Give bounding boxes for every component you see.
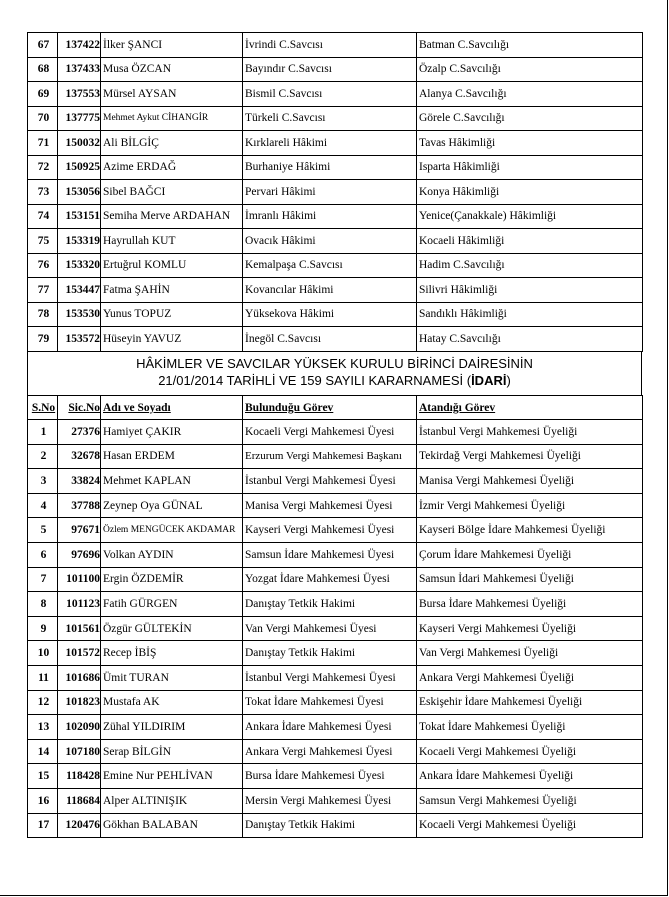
- row-assigned-post: Kocaeli Hâkimliği: [417, 229, 643, 254]
- row-sno: 67: [28, 33, 58, 58]
- row-sno: 77: [28, 278, 58, 303]
- row-current-post: Kovancılar Hâkimi: [243, 278, 417, 303]
- row-sicno: 33824: [58, 469, 101, 494]
- row-assigned-post: Sandıklı Hâkimliği: [417, 302, 643, 327]
- row-current-post: Danıştay Tetkik Hakimi: [243, 592, 417, 617]
- row-name: Ergin ÖZDEMİR: [101, 567, 243, 592]
- header-assigned-post: Atandığı Görev: [417, 396, 643, 420]
- row-current-post: Ankara İdare Mahkemesi Üyesi: [243, 715, 417, 740]
- row-current-post: Kocaeli Vergi Mahkemesi Üyesi: [243, 420, 417, 445]
- row-assigned-post: İstanbul Vergi Mahkemesi Üyeliği: [417, 420, 643, 445]
- row-sicno: 137433: [58, 57, 101, 82]
- assignment-table-administrative: [27, 395, 643, 838]
- row-sno: 9: [28, 616, 58, 641]
- row-sno: 71: [28, 131, 58, 156]
- row-assigned-post: Ankara İdare Mahkemesi Üyeliği: [417, 764, 643, 789]
- row-name: Zeynep Oya GÜNAL: [101, 493, 243, 518]
- row-sicno: 137422: [58, 33, 101, 58]
- row-sno: 4: [28, 493, 58, 518]
- row-sicno: 150032: [58, 131, 101, 156]
- row-sno: 68: [28, 57, 58, 82]
- row-assigned-post: Manisa Vergi Mahkemesi Üyeliği: [417, 469, 643, 494]
- row-sno: 69: [28, 82, 58, 107]
- decree-heading: [27, 351, 642, 395]
- row-sno: 14: [28, 739, 58, 764]
- row-sicno: 101572: [58, 641, 101, 666]
- row-sicno: 153572: [58, 327, 101, 352]
- row-current-post: Danıştay Tetkik Hakimi: [243, 813, 417, 838]
- row-sicno: 153151: [58, 204, 101, 229]
- table-row: [28, 33, 643, 58]
- row-sno: 70: [28, 106, 58, 131]
- row-sno: 75: [28, 229, 58, 254]
- table-row: [28, 82, 643, 107]
- header-name: Adı ve Soyadı: [101, 396, 243, 420]
- row-sicno: 97671: [58, 518, 101, 543]
- row-sicno: 137553: [58, 82, 101, 107]
- row-current-post: İvrindi C.Savcısı: [243, 33, 417, 58]
- row-assigned-post: Kayseri Bölge İdare Mahkemesi Üyeliği: [417, 518, 643, 543]
- row-assigned-post: Tavas Hâkimliği: [417, 131, 643, 156]
- row-current-post: Bursa İdare Mahkemesi Üyesi: [243, 764, 417, 789]
- decree-heading-line2: [28, 372, 641, 389]
- table-header-row: [28, 396, 643, 420]
- row-sno: 72: [28, 155, 58, 180]
- row-sicno: 153530: [58, 302, 101, 327]
- row-sicno: 153447: [58, 278, 101, 303]
- table-row: [28, 155, 643, 180]
- row-sicno: 101561: [58, 616, 101, 641]
- row-current-post: Yozgat İdare Mahkemesi Üyesi: [243, 567, 417, 592]
- row-name: Mürsel AYSAN: [101, 82, 243, 107]
- row-sno: 5: [28, 518, 58, 543]
- row-sicno: 107180: [58, 739, 101, 764]
- row-name: Mehmet KAPLAN: [101, 469, 243, 494]
- header-sno: S.No: [28, 396, 58, 420]
- row-sicno: 102090: [58, 715, 101, 740]
- row-sno: 6: [28, 542, 58, 567]
- row-name: Fatih GÜRGEN: [101, 592, 243, 617]
- row-name: Hayrullah KUT: [101, 229, 243, 254]
- row-sicno: 153320: [58, 253, 101, 278]
- row-assigned-post: Van Vergi Mahkemesi Üyeliği: [417, 641, 643, 666]
- row-name: Azime ERDAĞ: [101, 155, 243, 180]
- row-sno: 2: [28, 444, 58, 469]
- row-sno: 7: [28, 567, 58, 592]
- row-assigned-post: Konya Hâkimliği: [417, 180, 643, 205]
- row-name: İlker ŞANCI: [101, 33, 243, 58]
- row-name: Sibel BAĞCI: [101, 180, 243, 205]
- row-sno: 8: [28, 592, 58, 617]
- row-sicno: 153056: [58, 180, 101, 205]
- row-sicno: 27376: [58, 420, 101, 445]
- table-row: [28, 542, 643, 567]
- row-sicno: 32678: [58, 444, 101, 469]
- row-current-post: Ankara Vergi Mahkemesi Üyesi: [243, 739, 417, 764]
- row-name: Yunus TOPUZ: [101, 302, 243, 327]
- row-current-post: Kırklareli Hâkimi: [243, 131, 417, 156]
- header-current-post: Bulunduğu Görev: [243, 396, 417, 420]
- table-row: [28, 788, 643, 813]
- row-name: Alper ALTINIŞIK: [101, 788, 243, 813]
- decree-heading-close: ): [506, 373, 511, 388]
- row-sicno: 101823: [58, 690, 101, 715]
- row-current-post: Danıştay Tetkik Hakimi: [243, 641, 417, 666]
- row-current-post: Tokat İdare Mahkemesi Üyesi: [243, 690, 417, 715]
- row-assigned-post: Kayseri Vergi Mahkemesi Üyeliği: [417, 616, 643, 641]
- row-current-post: İstanbul Vergi Mahkemesi Üyesi: [243, 469, 417, 494]
- row-current-post: Kemalpaşa C.Savcısı: [243, 253, 417, 278]
- row-name: Ertuğrul KOMLU: [101, 253, 243, 278]
- row-assigned-post: Isparta Hâkimliği: [417, 155, 643, 180]
- row-name: Ali BİLGİÇ: [101, 131, 243, 156]
- table-row: [28, 57, 643, 82]
- row-sno: 17: [28, 813, 58, 838]
- row-sno: 15: [28, 764, 58, 789]
- row-current-post: Manisa Vergi Mahkemesi Üyesi: [243, 493, 417, 518]
- row-assigned-post: Samsun İdari Mahkemesi Üyeliği: [417, 567, 643, 592]
- row-sicno: 101100: [58, 567, 101, 592]
- row-current-post: Bayındır C.Savcısı: [243, 57, 417, 82]
- table-row: [28, 764, 643, 789]
- row-sicno: 150925: [58, 155, 101, 180]
- row-name: Zühal YILDIRIM: [101, 715, 243, 740]
- row-sicno: 118428: [58, 764, 101, 789]
- table-row: [28, 813, 643, 838]
- row-current-post: İnegöl C.Savcısı: [243, 327, 417, 352]
- assignment-table-judicial: [27, 32, 643, 352]
- row-sno: 73: [28, 180, 58, 205]
- row-sno: 16: [28, 788, 58, 813]
- row-current-post: Van Vergi Mahkemesi Üyesi: [243, 616, 417, 641]
- row-current-post: Samsun İdare Mahkemesi Üyesi: [243, 542, 417, 567]
- row-sicno: 120476: [58, 813, 101, 838]
- row-assigned-post: Tokat İdare Mahkemesi Üyeliği: [417, 715, 643, 740]
- row-name: Emine Nur PEHLİVAN: [101, 764, 243, 789]
- table-row: [28, 302, 643, 327]
- row-name: Serap BİLGİN: [101, 739, 243, 764]
- row-assigned-post: Kocaeli Vergi Mahkemesi Üyeliği: [417, 813, 643, 838]
- table-row: [28, 444, 643, 469]
- row-assigned-post: Yenice(Çanakkale) Hâkimliği: [417, 204, 643, 229]
- row-assigned-post: Alanya C.Savcılığı: [417, 82, 643, 107]
- table-row: [28, 278, 643, 303]
- row-sno: 1: [28, 420, 58, 445]
- row-name: Mehmet Aykut CİHANGİR: [101, 106, 243, 131]
- row-sicno: 137775: [58, 106, 101, 131]
- row-sicno: 101123: [58, 592, 101, 617]
- row-name: Semiha Merve ARDAHAN: [101, 204, 243, 229]
- decree-heading-date: 21/01/2014 TARİHLİ VE 159 SAYILI KARARNAMESİ (: [158, 373, 472, 388]
- row-sicno: 101686: [58, 665, 101, 690]
- row-current-post: İmranlı Hâkimi: [243, 204, 417, 229]
- table-row: [28, 739, 643, 764]
- row-sno: 3: [28, 469, 58, 494]
- row-assigned-post: Silivri Hâkimliği: [417, 278, 643, 303]
- row-assigned-post: Tekirdağ Vergi Mahkemesi Üyeliği: [417, 444, 643, 469]
- row-sicno: 37788: [58, 493, 101, 518]
- table-row: [28, 665, 643, 690]
- row-assigned-post: Görele C.Savcılığı: [417, 106, 643, 131]
- table-row: [28, 641, 643, 666]
- row-name: Hasan ERDEM: [101, 444, 243, 469]
- row-assigned-post: Batman C.Savcılığı: [417, 33, 643, 58]
- row-current-post: Türkeli C.Savcısı: [243, 106, 417, 131]
- table-row: [28, 567, 643, 592]
- row-name: Volkan AYDIN: [101, 542, 243, 567]
- row-sno: 79: [28, 327, 58, 352]
- table-row: [28, 592, 643, 617]
- row-assigned-post: Çorum İdare Mahkemesi Üyeliği: [417, 542, 643, 567]
- decree-heading-line1: HÂKİMLER VE SAVCILAR YÜKSEK KURULU BİRİNCİ DAİRESİNİN: [136, 356, 533, 371]
- row-name: Özlem MENGÜCEK AKDAMAR: [101, 518, 243, 543]
- row-current-post: Kayseri Vergi Mahkemesi Üyesi: [243, 518, 417, 543]
- row-current-post: İstanbul Vergi Mahkemesi Üyesi: [243, 665, 417, 690]
- row-name: Gökhan BALABAN: [101, 813, 243, 838]
- table-row: [28, 180, 643, 205]
- row-name: Recep İBİŞ: [101, 641, 243, 666]
- row-sno: 76: [28, 253, 58, 278]
- row-sno: 13: [28, 715, 58, 740]
- row-sno: 11: [28, 665, 58, 690]
- row-sicno: 97696: [58, 542, 101, 567]
- row-sno: 78: [28, 302, 58, 327]
- row-current-post: Pervari Hâkimi: [243, 180, 417, 205]
- table-row: [28, 493, 643, 518]
- row-current-post: Bismil C.Savcısı: [243, 82, 417, 107]
- table-row: [28, 131, 643, 156]
- decree-heading-type: İDARİ: [471, 373, 507, 388]
- row-name: Mustafa AK: [101, 690, 243, 715]
- row-name: Hüseyin YAVUZ: [101, 327, 243, 352]
- header-sicno: Sic.No: [58, 396, 101, 420]
- table-row: [28, 420, 643, 445]
- row-sno: 74: [28, 204, 58, 229]
- table-row: [28, 690, 643, 715]
- table-row: [28, 715, 643, 740]
- row-sno: 10: [28, 641, 58, 666]
- row-name: Ümit TURAN: [101, 665, 243, 690]
- row-assigned-post: Hatay C.Savcılığı: [417, 327, 643, 352]
- row-current-post: Yüksekova Hâkimi: [243, 302, 417, 327]
- row-current-post: Erzurum Vergi Mahkemesi Başkanı: [243, 444, 417, 469]
- row-assigned-post: Bursa İdare Mahkemesi Üyeliği: [417, 592, 643, 617]
- table-row: [28, 469, 643, 494]
- row-current-post: Mersin Vergi Mahkemesi Üyesi: [243, 788, 417, 813]
- row-sno: 12: [28, 690, 58, 715]
- table-row: [28, 204, 643, 229]
- table-row: [28, 616, 643, 641]
- row-assigned-post: Hadim C.Savcılığı: [417, 253, 643, 278]
- row-assigned-post: Eskişehir İdare Mahkemesi Üyeliği: [417, 690, 643, 715]
- table-row: [28, 327, 643, 352]
- table-row: [28, 518, 643, 543]
- row-current-post: Ovacık Hâkimi: [243, 229, 417, 254]
- row-assigned-post: Samsun Vergi Mahkemesi Üyeliği: [417, 788, 643, 813]
- table-row: [28, 229, 643, 254]
- row-assigned-post: Ankara Vergi Mahkemesi Üyeliği: [417, 665, 643, 690]
- row-sicno: 118684: [58, 788, 101, 813]
- row-assigned-post: Kocaeli Vergi Mahkemesi Üyeliği: [417, 739, 643, 764]
- table-row: [28, 106, 643, 131]
- row-name: Hamiyet ÇAKIR: [101, 420, 243, 445]
- row-sicno: 153319: [58, 229, 101, 254]
- row-name: Fatma ŞAHİN: [101, 278, 243, 303]
- row-name: Musa ÖZCAN: [101, 57, 243, 82]
- table-row: [28, 253, 643, 278]
- row-assigned-post: İzmir Vergi Mahkemesi Üyeliği: [417, 493, 643, 518]
- row-name: Özgür GÜLTEKİN: [101, 616, 243, 641]
- row-assigned-post: Özalp C.Savcılığı: [417, 57, 643, 82]
- row-current-post: Burhaniye Hâkimi: [243, 155, 417, 180]
